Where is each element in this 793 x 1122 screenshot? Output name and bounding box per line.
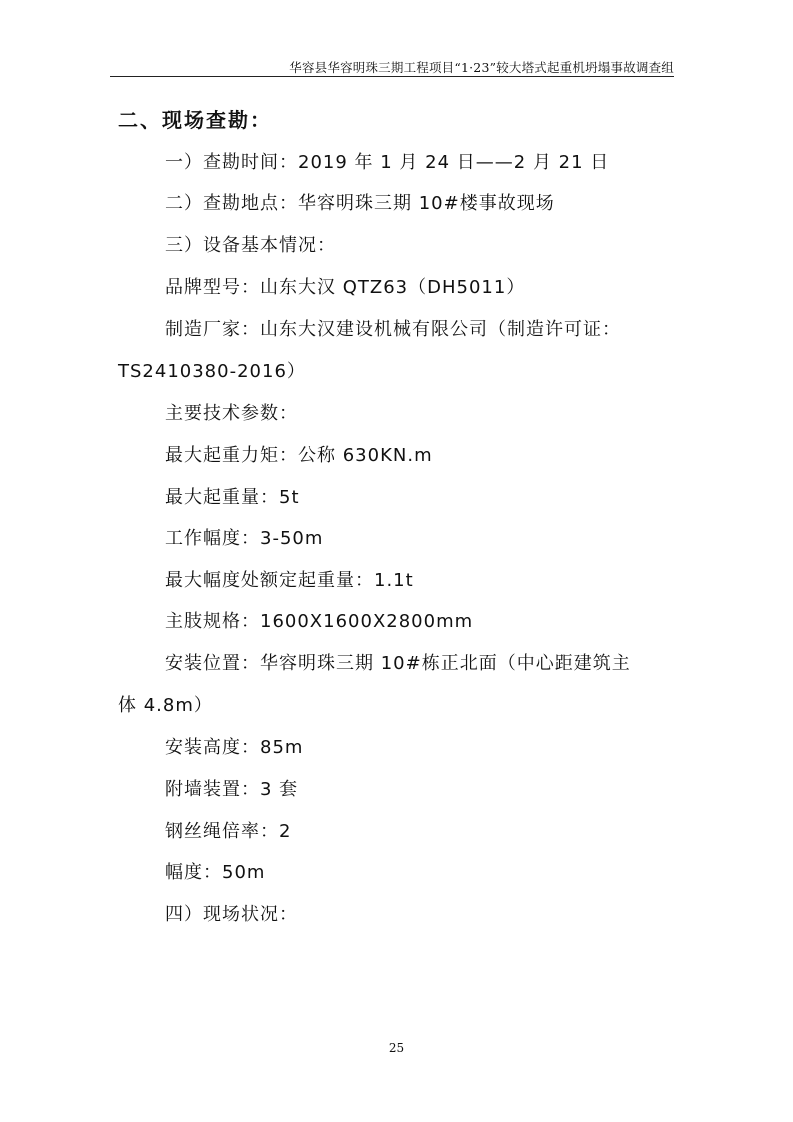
rated-load-line: 最大幅度处额定起重量：1.1t (165, 570, 414, 591)
install-position-line: 安装位置：华容明珠三期 10#栋正北面（中心距建筑主 (165, 653, 631, 674)
running-header: 华容县华容明珠三期工程项目“1·23”较大塔式起重机坍塌事故调查组 (289, 60, 674, 75)
install-position-line-cont: 体 4.8m） (118, 695, 213, 716)
manufacturer-line: 制造厂家：山东大汉建设机械有限公司（制造许可证： (165, 319, 621, 340)
max-moment-line: 最大起重力矩：公称 630KN.m (165, 445, 433, 466)
install-height-line: 安装高度：85m (165, 737, 304, 758)
page-number: 25 (388, 1041, 405, 1055)
jib-range-line: 幅度：50m (165, 862, 266, 883)
wall-tie-line: 附墙装置：3 套 (165, 779, 299, 800)
working-range-line: 工作幅度：3-50m (165, 528, 324, 549)
brand-model-line: 品牌型号：山东大汉 QTZ63（DH5011） (165, 277, 526, 298)
equipment-heading-line: 三）设备基本情况： (165, 235, 336, 256)
site-condition-heading: 四）现场状况： (165, 904, 298, 925)
manufacturer-line-cont: TS2410380-2016） (118, 361, 306, 382)
max-load-line: 最大起重量：5t (165, 487, 300, 508)
rope-ratio-line: 钢丝绳倍率：2 (165, 821, 292, 842)
header-divider (110, 76, 674, 77)
tech-params-heading: 主要技术参数： (165, 403, 298, 424)
mast-spec-line: 主肢规格：1600X1600X2800mm (165, 611, 474, 632)
inspection-time-line: 一）查勘时间：2019 年 1 月 24 日——2 月 21 日 (165, 152, 610, 173)
inspection-location-line: 二）查勘地点：华容明珠三期 10#楼事故现场 (165, 193, 555, 214)
section-title: 二、现场查勘： (118, 108, 272, 132)
